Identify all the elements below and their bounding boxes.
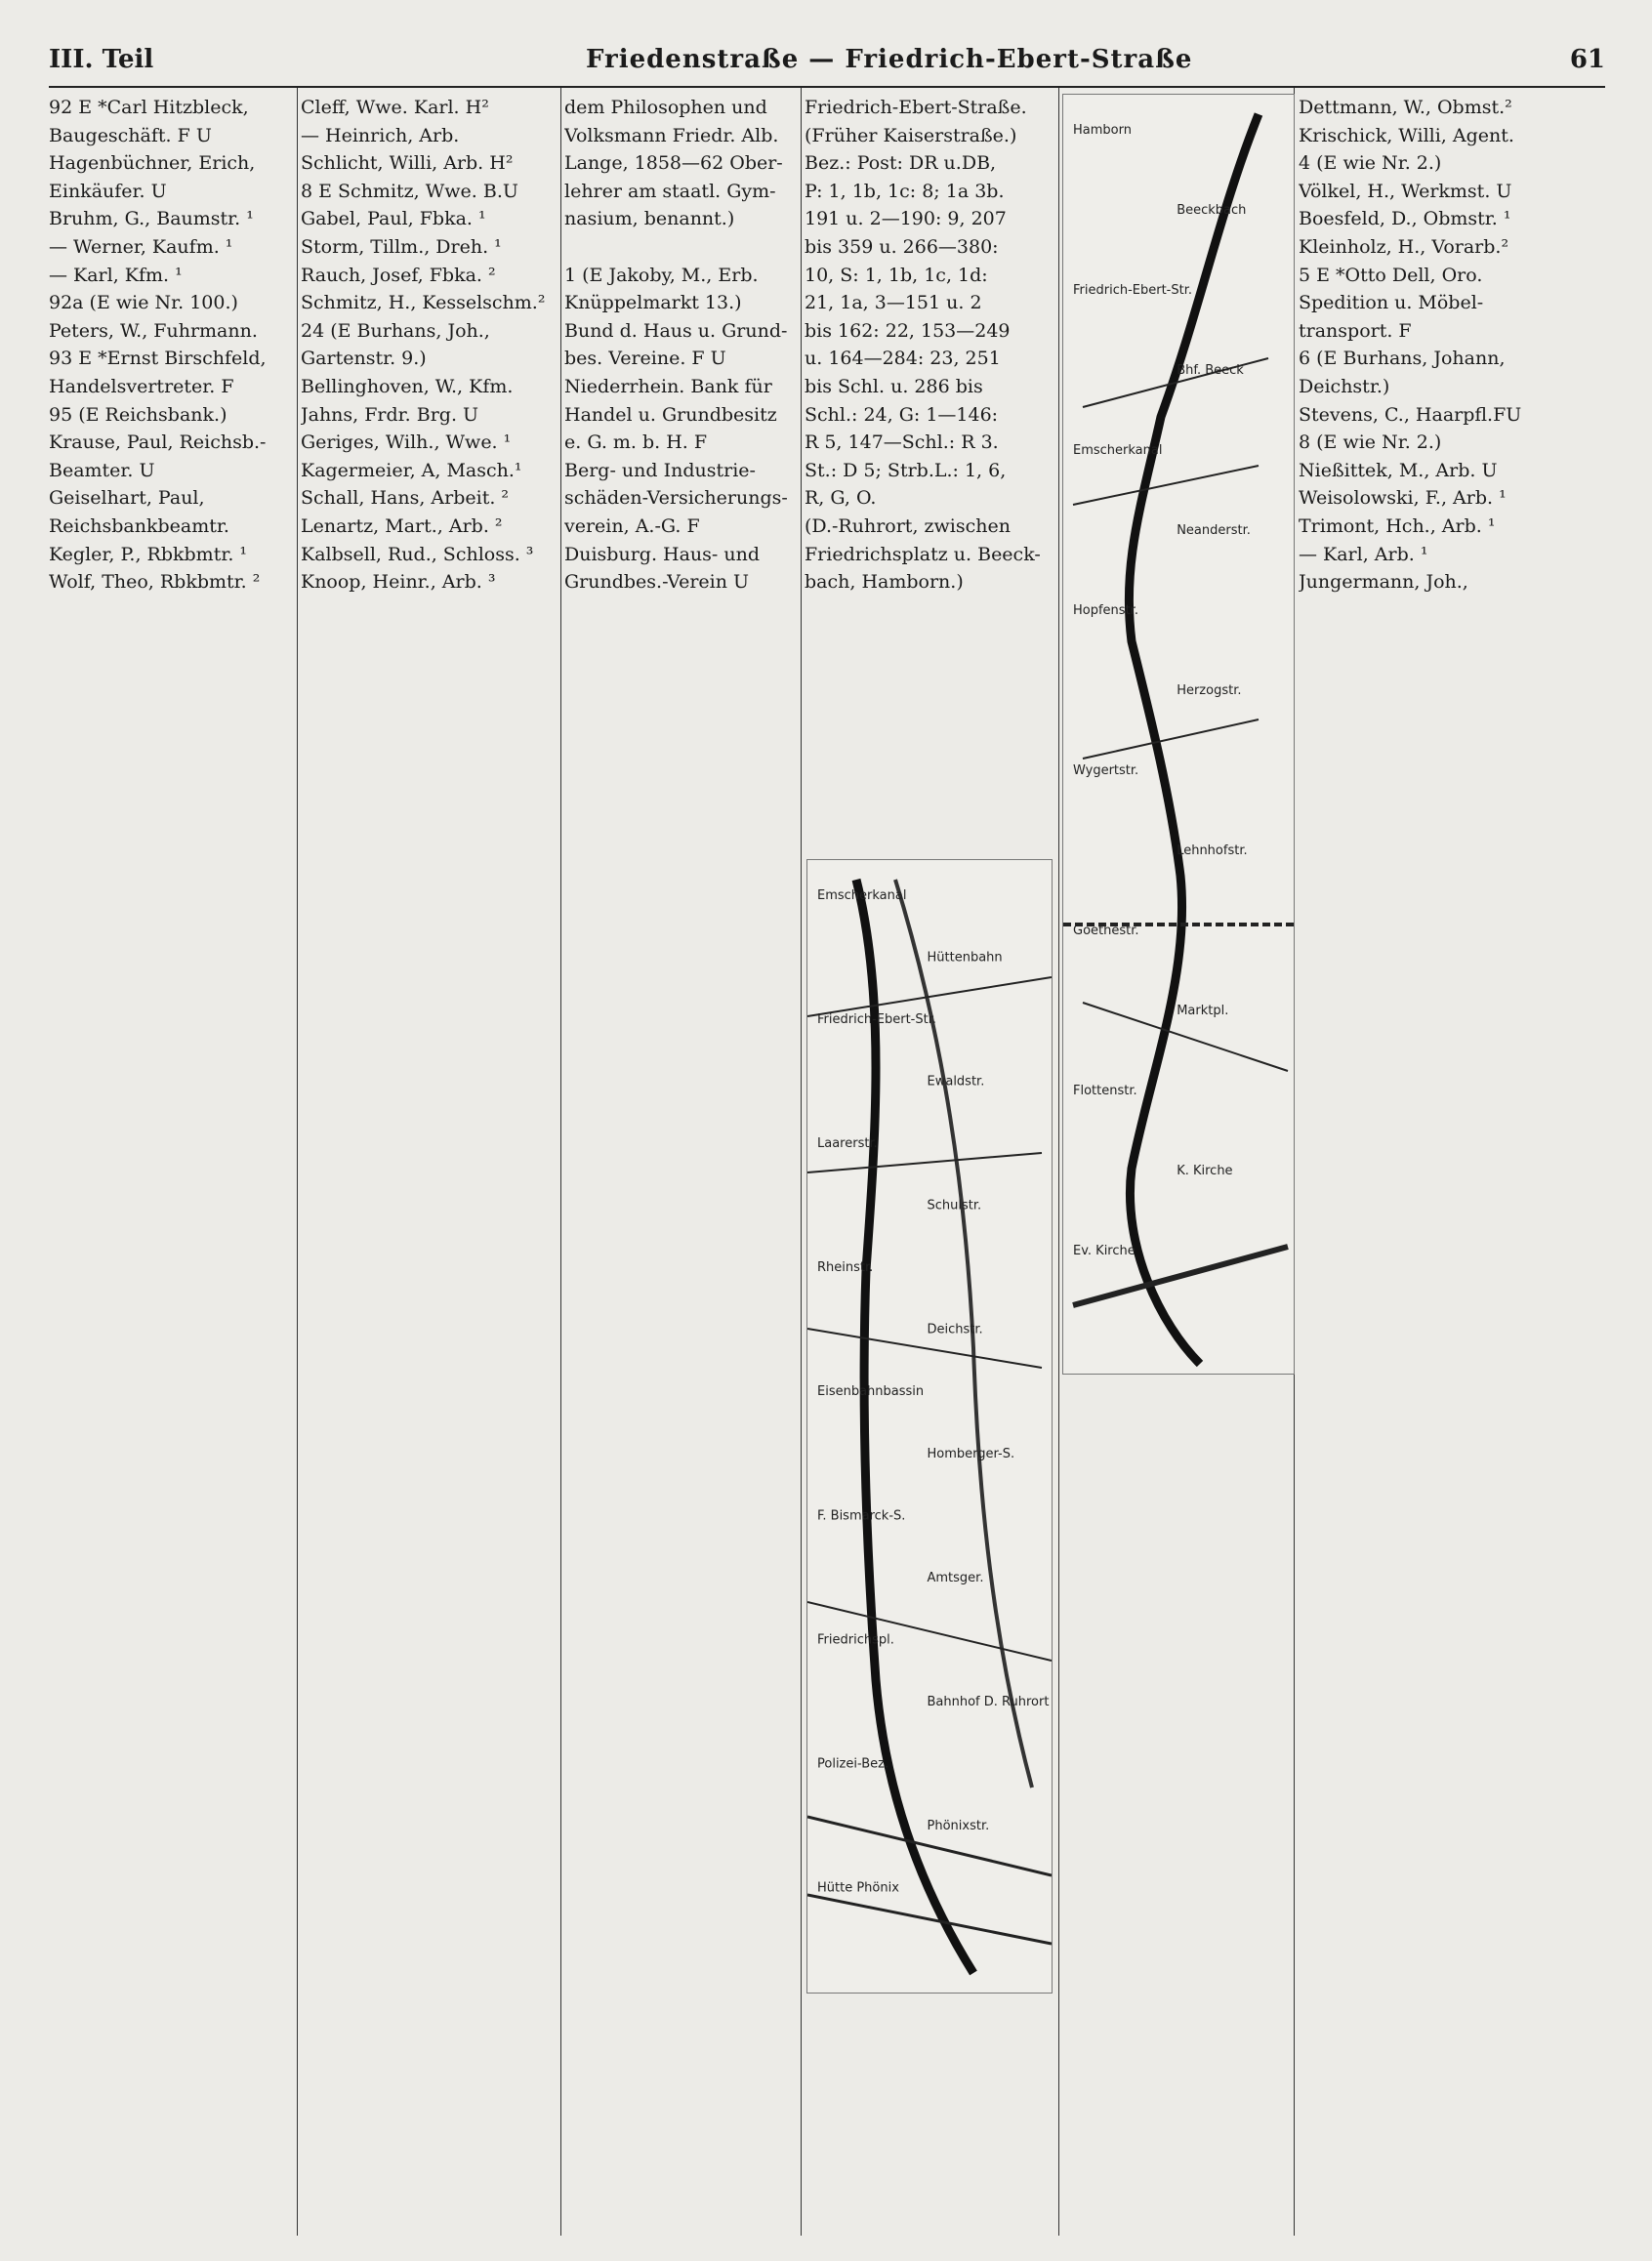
directory-line: dem Philosophen und (564, 97, 767, 118)
directory-line: Jungermann, Joh., (1299, 571, 1468, 594)
map-label: Neanderstr. (1177, 523, 1251, 538)
page-number: 61 (1569, 45, 1605, 74)
directory-line: Stevens, C., Haarpfl.FU (1299, 403, 1522, 426)
map-south-svg (807, 860, 1052, 1993)
directory-line: Weisolowski, F., Arb. ¹ (1299, 487, 1507, 510)
map-label: Amtsger. (927, 1570, 984, 1585)
directory-line: lehrer am staatl. Gym- (564, 180, 776, 202)
map-label: Hamborn (1073, 123, 1132, 138)
column-rule (297, 88, 298, 2236)
directory-line: Handel u. Grundbesitz (564, 403, 777, 426)
directory-line: Niederrhein. Bank für (564, 375, 772, 397)
directory-line: Schmitz, H., Kesselschm.² (301, 292, 546, 314)
map-label: K. Kirche (1177, 1164, 1233, 1178)
directory-line: Volksmann Friedr. Alb. (564, 124, 779, 146)
directory-line: Duisburg. Haus- und (564, 543, 761, 565)
directory-line: Bund d. Haus u. Grund- (564, 319, 788, 342)
directory-line: Kegler, P., Rbkbmtr. ¹ (49, 543, 248, 565)
street-map-south (806, 859, 1053, 1994)
directory-line: Handelsvertreter. F (49, 375, 234, 397)
directory-line: bes. Vereine. F U (564, 348, 726, 370)
map-north-svg (1063, 95, 1294, 1374)
map-label: F. Bismarck-S. (817, 1508, 906, 1524)
directory-line: Geriges, Wilh., Wwe. ¹ (301, 432, 512, 454)
directory-line: Kagermeier, A, Masch.¹ (301, 459, 522, 481)
column-5 (1299, 94, 1611, 2241)
directory-line: bis 359 u. 266—380: (805, 235, 999, 258)
directory-line: Gartenstr. 9.) (301, 348, 427, 370)
map-label: Beeckbach (1177, 203, 1247, 218)
column-rule (560, 88, 561, 2236)
directory-line: — Heinrich, Arb. (301, 124, 460, 146)
directory-line: Beamter. U (49, 459, 155, 481)
directory-line: Friedrichsplatz u. Beeck- (805, 543, 1041, 565)
directory-line: Wolf, Theo, Rbkbmtr. ² (49, 571, 261, 594)
map-label: Emscherkanal (817, 888, 907, 903)
directory-line: transport. F (1299, 319, 1412, 342)
directory-line: 24 (E Burhans, Joh., (301, 319, 490, 342)
map-label: Flottenstr. (1073, 1084, 1137, 1098)
directory-line: St.: D 5; Strb.L.: 1, 6, (805, 459, 1007, 481)
directory-line: Einkäufer. U (49, 180, 167, 202)
directory-line: bis Schl. u. 286 bis (805, 375, 983, 397)
page-header (49, 37, 1605, 88)
map-label: Hüttenbahn (927, 950, 1003, 966)
section-label: III. Teil (49, 45, 154, 74)
column-rule (801, 88, 802, 2236)
directory-line: bach, Hamborn.) (805, 571, 964, 594)
map-label: Rheinstr. (817, 1260, 874, 1276)
directory-line: Boesfeld, D., Obmstr. ¹ (1299, 208, 1511, 230)
directory-line: Bez.: Post: DR u.DB, (805, 152, 997, 175)
map-label: Marktpl. (1177, 1004, 1229, 1018)
map-label: Lehnhofstr. (1177, 843, 1248, 858)
directory-line: Gabel, Paul, Fbka. ¹ (301, 208, 486, 230)
directory-line (564, 233, 799, 262)
directory-line: 10, S: 1, 1b, 1c, 1d: (805, 264, 988, 286)
map-label: Laarerstr. (817, 1136, 878, 1152)
directory-line: Krischick, Willi, Agent. (1299, 124, 1514, 146)
directory-line: Bruhm, G., Baumstr. ¹ (49, 208, 254, 230)
column-4 (805, 94, 1056, 640)
map-label: Hopfenstr. (1073, 603, 1138, 618)
directory-line: Kleinholz, H., Vorarb.² (1299, 235, 1509, 258)
directory-line: Baugeschäft. F U (49, 124, 212, 146)
column-2 (301, 94, 558, 2241)
directory-line: Völkel, H., Werkmst. U (1299, 180, 1512, 202)
directory-line: Knüppelmarkt 13.) (564, 292, 742, 314)
directory-line: Nießittek, M., Arb. U (1299, 459, 1498, 481)
directory-line: u. 164—284: 23, 251 (805, 348, 1001, 370)
directory-line: Schlicht, Willi, Arb. H² (301, 152, 514, 175)
directory-line: Schall, Hans, Arbeit. ² (301, 487, 510, 510)
directory-line: Storm, Tillm., Dreh. ¹ (301, 235, 502, 258)
directory-line: Peters, W., Fuhrmann. (49, 319, 258, 342)
directory-line: 191 u. 2—190: 9, 207 (805, 208, 1007, 230)
map-label: Deichstr. (927, 1322, 983, 1337)
directory-line: Hagenbüchner, Erich, (49, 152, 256, 175)
directory-line: Geiselhart, Paul, (49, 487, 205, 510)
map-label: Emscherkanal (1073, 443, 1163, 458)
directory-line: P: 1, 1b, 1c: 8; 1a 3b. (805, 180, 1005, 202)
directory-line: 8 E Schmitz, Wwe. B.U (301, 180, 518, 202)
directory-line: Kalbsell, Rud., Schloss. ³ (301, 543, 534, 565)
directory-line: e. G. m. b. H. F (564, 432, 708, 454)
street-map-north (1062, 94, 1295, 1375)
directory-line: Berg- und Industrie- (564, 459, 756, 481)
map-label: Phönixstr. (927, 1818, 990, 1833)
map-label: Friedrichspl. (817, 1632, 894, 1648)
directory-line: nasium, benannt.) (564, 208, 735, 230)
map-label: Friedrich-Ebert-Str. (1073, 283, 1193, 298)
directory-line: (Früher Kaiserstraße.) (805, 124, 1017, 146)
map-label: Bhf. Beeck (1177, 363, 1244, 378)
column-3 (564, 94, 799, 2241)
directory-line: bis 162: 22, 153—249 (805, 319, 1011, 342)
map-label: Hütte Phönix (817, 1880, 899, 1896)
map-label: Bahnhof D. Ruhrort (927, 1694, 1050, 1709)
directory-line: Bellinghoven, W., Kfm. (301, 375, 514, 397)
directory-line: Cleff, Wwe. Karl. H² (301, 97, 489, 118)
directory-line: schäden-Versicherungs- (564, 487, 788, 510)
directory-line: 1 (E Jakoby, M., Erb. (564, 264, 759, 286)
directory-line: 92 E *Carl Hitzbleck, (49, 97, 249, 118)
map-label: Wygertstr. (1073, 763, 1139, 778)
directory-line: Lange, 1858—62 Ober- (564, 152, 783, 175)
map-label: Herzogstr. (1177, 683, 1242, 698)
map-label: Homberger-S. (927, 1446, 1015, 1461)
directory-line: 92a (E wie Nr. 100.) (49, 292, 238, 314)
map-label: Eisenbahnbassin (817, 1384, 925, 1400)
directory-line: Trimont, Hch., Arb. ¹ (1299, 514, 1496, 537)
directory-line: Rauch, Josef, Fbka. ² (301, 264, 496, 286)
directory-line: 93 E *Ernst Birschfeld, (49, 348, 267, 370)
directory-line: — Karl, Arb. ¹ (1299, 543, 1428, 565)
directory-line: Reichsbankbeamtr. (49, 514, 229, 537)
column-rule (1058, 88, 1059, 2236)
directory-line: — Werner, Kaufm. ¹ (49, 235, 233, 258)
column-1 (49, 94, 295, 2241)
directory-line: Deichstr.) (1299, 375, 1390, 397)
directory-line: Krause, Paul, Reichsb.- (49, 432, 267, 454)
map-label: Friedrich-Ebert-Str. (817, 1012, 937, 1028)
running-title: Friedenstraße — Friedrich-Ebert-Straße (586, 45, 1193, 74)
directory-line: Grundbes.-Verein U (564, 571, 750, 594)
directory-line: 21, 1a, 3—151 u. 2 (805, 292, 982, 314)
directory-line: Knoop, Heinr., Arb. ³ (301, 571, 496, 594)
directory-line: 5 E *Otto Dell, Oro. (1299, 264, 1483, 286)
directory-line: Dettmann, W., Obmst.² (1299, 97, 1512, 118)
directory-line: 95 (E Reichsbank.) (49, 403, 227, 426)
map-label: Polizei-Bez. (817, 1756, 889, 1772)
map-label: Goethestr. (1073, 924, 1139, 938)
directory-line: 8 (E wie Nr. 2.) (1299, 432, 1442, 454)
map-label: Ev. Kirche (1073, 1244, 1136, 1258)
directory-line: R 5, 147—Schl.: R 3. (805, 432, 999, 454)
directory-line: — Karl, Kfm. ¹ (49, 264, 183, 286)
directory-line: 4 (E wie Nr. 2.) (1299, 152, 1442, 175)
directory-line: Spedition u. Möbel- (1299, 292, 1484, 314)
directory-line: Jahns, Frdr. Brg. U (301, 403, 479, 426)
directory-line: Lenartz, Mart., Arb. ² (301, 514, 503, 537)
directory-line: Schl.: 24, G: 1—146: (805, 403, 999, 426)
directory-line: (D.-Ruhrort, zwischen (805, 514, 1011, 537)
map-label: Schulstr. (927, 1198, 982, 1213)
directory-line: 6 (E Burhans, Johann, (1299, 348, 1506, 370)
directory-line: Friedrich-Ebert-Straße. (805, 97, 1027, 118)
map-label: Ewaldstr. (927, 1074, 985, 1089)
directory-line: verein, A.-G. F (564, 514, 700, 537)
directory-line: R, G, O. (805, 487, 877, 510)
